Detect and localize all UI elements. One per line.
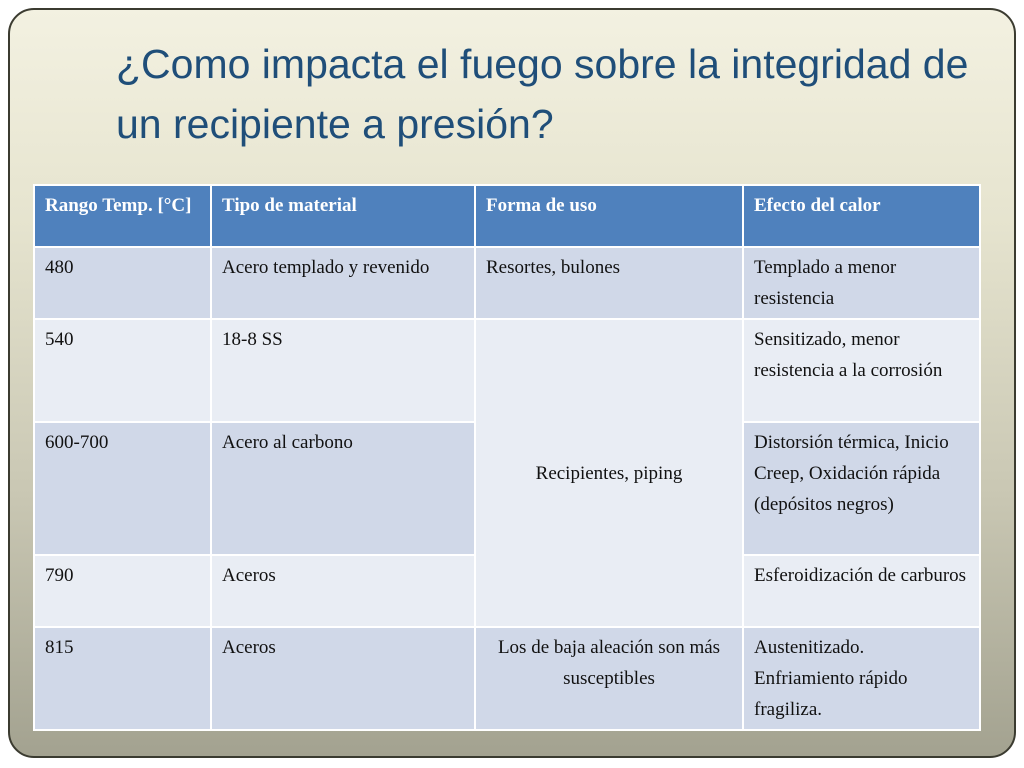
- cell-temp: 540: [34, 319, 211, 422]
- cell-temp: 600-700: [34, 422, 211, 555]
- cell-efecto: Distorsión térmica, Inicio Creep, Oxidación rápida (depósitos negros): [743, 422, 980, 555]
- cell-material: Aceros: [211, 627, 475, 730]
- cell-uso: Los de baja aleación son más susceptibles: [475, 627, 743, 730]
- header-efecto-calor: Efecto del calor: [743, 185, 980, 247]
- cell-temp: 480: [34, 247, 211, 319]
- cell-material: Acero al carbono: [211, 422, 475, 555]
- cell-efecto: Templado a menor resistencia: [743, 247, 980, 319]
- cell-material: Acero templado y revenido: [211, 247, 475, 319]
- cell-temp: 815: [34, 627, 211, 730]
- cell-efecto: Austenitizado. Enfriamiento rápido fragiliza.: [743, 627, 980, 730]
- header-rango-temp: Rango Temp. [°C]: [34, 185, 211, 247]
- header-tipo-material: Tipo de material: [211, 185, 475, 247]
- cell-uso-merged: Recipientes, piping: [475, 319, 743, 627]
- cell-temp: 790: [34, 555, 211, 627]
- table-row: [34, 247, 980, 319]
- slide-title: ¿Como impacta el fuego sobre la integridad de un recipiente a presión?: [116, 41, 969, 147]
- fire-effects-table: [33, 184, 981, 731]
- cell-uso: Resortes, bulones: [475, 247, 743, 319]
- cell-material: Aceros: [211, 555, 475, 627]
- header-forma-uso: Forma de uso: [475, 185, 743, 247]
- table-row: [34, 319, 980, 422]
- table-header-row: [34, 185, 980, 247]
- table-row: [34, 627, 980, 730]
- slide: [8, 8, 1016, 758]
- cell-efecto: Esferoidización de carburos: [743, 555, 980, 627]
- cell-efecto: Sensitizado, menor resistencia a la corrosión: [743, 319, 980, 422]
- cell-material: 18-8 SS: [211, 319, 475, 422]
